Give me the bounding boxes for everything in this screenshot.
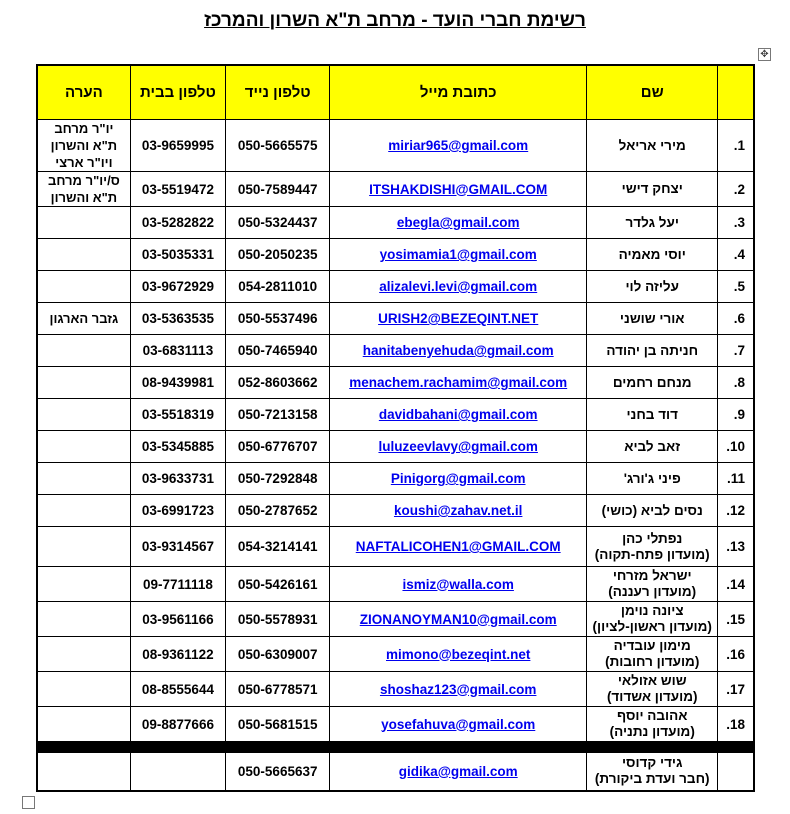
row-number: 2. bbox=[718, 172, 754, 207]
member-affiliation: (מועדון נתניה) bbox=[609, 724, 695, 739]
home-phone: 09-8877666 bbox=[130, 707, 225, 742]
member-name: נפתלי כהן bbox=[622, 530, 683, 546]
committee-members-table bbox=[36, 64, 755, 792]
member-affiliation: (מועדון רעננה) bbox=[608, 584, 697, 599]
mobile-phone: 050-5324437 bbox=[226, 207, 330, 239]
row-number: 9. bbox=[718, 399, 754, 431]
home-phone: 08-9361122 bbox=[130, 637, 225, 672]
mobile-phone: 050-5537496 bbox=[226, 303, 330, 335]
email-link[interactable]: gidika@gmail.com bbox=[398, 763, 518, 779]
home-phone: 09-7711118 bbox=[130, 567, 225, 602]
mobile-phone: 050-2050235 bbox=[226, 239, 330, 271]
member-name: מימון עובדיה bbox=[613, 638, 691, 653]
note-cell: ס/יו"ר מרחב ת"א והשרון bbox=[37, 172, 130, 207]
row-number: 1. bbox=[718, 120, 754, 172]
email-cell bbox=[330, 120, 587, 172]
member-affiliation: (מועדון ראשון-לציון) bbox=[592, 619, 712, 634]
table-row bbox=[37, 271, 754, 303]
member-name-cell bbox=[587, 271, 718, 303]
mobile-phone: 050-6309007 bbox=[226, 637, 330, 672]
member-name: עליזה לוי bbox=[625, 278, 679, 294]
header-note: הערה bbox=[37, 65, 130, 120]
member-name: חניתה בן יהודה bbox=[606, 342, 699, 358]
home-phone: 08-8555644 bbox=[130, 672, 225, 707]
email-link[interactable]: hanitabenyehuda@gmail.com bbox=[362, 343, 554, 358]
mobile-phone: 050-5665575 bbox=[226, 120, 330, 172]
header-mobile: טלפון נייד bbox=[226, 65, 330, 120]
mobile-phone: 050-6776707 bbox=[226, 431, 330, 463]
row-number: 5. bbox=[718, 271, 754, 303]
note-cell bbox=[37, 239, 130, 271]
table-row bbox=[37, 495, 754, 527]
member-name: ישראל מזרחי bbox=[612, 568, 692, 583]
row-number: 4. bbox=[718, 239, 754, 271]
member-name: מנחם רחמים bbox=[612, 374, 692, 390]
table-row bbox=[37, 172, 754, 207]
row-number: 17. bbox=[718, 672, 754, 707]
email-link[interactable]: ismiz@walla.com bbox=[402, 576, 514, 592]
email-link[interactable]: miriar965@gmail.com bbox=[388, 138, 529, 153]
member-name-cell bbox=[587, 753, 718, 791]
member-affiliation: (מועדון רחובות) bbox=[605, 654, 700, 669]
row-number: 10. bbox=[718, 431, 754, 463]
member-name: זאב לביא bbox=[624, 438, 681, 454]
row-number: 15. bbox=[718, 602, 754, 637]
header-home-phone: טלפון בבית bbox=[130, 65, 225, 120]
row-number: 7. bbox=[718, 335, 754, 367]
member-name-cell bbox=[587, 602, 718, 637]
email-link[interactable]: URISH2@BEZEQINT.NET bbox=[378, 311, 539, 326]
member-name-cell bbox=[587, 172, 718, 207]
member-name-cell bbox=[587, 207, 718, 239]
table-row bbox=[37, 431, 754, 463]
home-phone: 03-5345885 bbox=[130, 431, 225, 463]
email-link[interactable]: koushi@zahav.net.il bbox=[393, 503, 523, 518]
home-phone: 03-5035331 bbox=[130, 239, 225, 271]
member-name-cell bbox=[587, 335, 718, 367]
table-row bbox=[37, 207, 754, 239]
mobile-phone: 050-7589447 bbox=[226, 172, 330, 207]
home-phone: 03-9633731 bbox=[130, 463, 225, 495]
email-cell bbox=[330, 495, 587, 527]
table-row bbox=[37, 239, 754, 271]
home-phone: 08-9439981 bbox=[130, 367, 225, 399]
table-header-row bbox=[37, 65, 754, 120]
mobile-phone: 050-6778571 bbox=[226, 672, 330, 707]
mobile-phone: 050-7465940 bbox=[226, 335, 330, 367]
email-cell bbox=[330, 271, 587, 303]
home-phone: 03-5518319 bbox=[130, 399, 225, 431]
row-number bbox=[718, 753, 754, 791]
member-name: פיני ג'ורג' bbox=[623, 470, 681, 486]
row-number: 3. bbox=[718, 207, 754, 239]
member-name-cell bbox=[587, 367, 718, 399]
document-title: רשימת חברי הועד - מרחב ת"א השרון והמרכז bbox=[204, 10, 586, 31]
mobile-phone: 050-5578931 bbox=[226, 602, 330, 637]
table-row bbox=[37, 707, 754, 742]
member-name: אהובה יוסף bbox=[616, 708, 688, 723]
home-phone: 03-9314567 bbox=[130, 527, 225, 567]
email-link[interactable]: NAFTALICOHEN1@GMAIL.COM bbox=[355, 539, 561, 554]
table-row bbox=[37, 527, 754, 567]
email-cell bbox=[330, 672, 587, 707]
table-row bbox=[37, 399, 754, 431]
note-cell bbox=[37, 495, 130, 527]
email-link[interactable]: alizalevi.levi@gmail.com bbox=[379, 279, 538, 294]
table-row bbox=[37, 335, 754, 367]
email-link[interactable]: ITSHAKDISHI@GMAIL.COM bbox=[369, 181, 548, 197]
home-phone: 03-9659995 bbox=[130, 120, 225, 172]
member-name: נסים לביא (כושי) bbox=[601, 502, 703, 518]
table-row bbox=[37, 637, 754, 672]
home-phone: 03-5519472 bbox=[130, 172, 225, 207]
table-row bbox=[37, 303, 754, 335]
email-cell bbox=[330, 335, 587, 367]
home-phone bbox=[130, 753, 225, 791]
email-link[interactable]: yosefahuva@gmail.com bbox=[381, 716, 536, 732]
note-cell bbox=[37, 707, 130, 742]
note-cell bbox=[37, 431, 130, 463]
member-name: דוד בחני bbox=[626, 406, 678, 422]
member-name-cell bbox=[587, 527, 718, 567]
email-cell bbox=[330, 463, 587, 495]
mobile-phone: 052-8603662 bbox=[226, 367, 330, 399]
row-number: 14. bbox=[718, 567, 754, 602]
home-phone: 03-6831113 bbox=[130, 335, 225, 367]
email-link[interactable]: luluzeevlavy@gmail.com bbox=[378, 439, 538, 454]
mobile-phone: 054-3214141 bbox=[226, 527, 330, 567]
member-name-cell bbox=[587, 637, 718, 672]
mobile-phone: 050-2787652 bbox=[226, 495, 330, 527]
member-name-cell bbox=[587, 463, 718, 495]
member-name-cell bbox=[587, 239, 718, 271]
row-number: 6. bbox=[718, 303, 754, 335]
note-cell bbox=[37, 207, 130, 239]
note-cell: יו"ר מרחב ת"א והשרון ויו"ר ארצי bbox=[37, 120, 130, 172]
note-cell: גזבר הארגון bbox=[37, 303, 130, 335]
email-cell bbox=[330, 753, 587, 791]
member-name: גידי קדוסי bbox=[621, 755, 683, 771]
table-row bbox=[37, 120, 754, 172]
member-name-cell bbox=[587, 495, 718, 527]
note-cell bbox=[37, 567, 130, 602]
mobile-phone: 050-5426161 bbox=[226, 567, 330, 602]
row-number: 11. bbox=[718, 463, 754, 495]
email-cell bbox=[330, 602, 587, 637]
email-cell bbox=[330, 527, 587, 567]
member-name-cell bbox=[587, 707, 718, 742]
email-link[interactable]: mimono@bezeqint.net bbox=[385, 646, 531, 662]
row-number: 18. bbox=[718, 707, 754, 742]
member-name: יצחק דישי bbox=[621, 181, 683, 196]
home-phone: 03-5282822 bbox=[130, 207, 225, 239]
member-name: מירי אריאל bbox=[618, 137, 686, 153]
note-cell bbox=[37, 602, 130, 637]
row-number: 13. bbox=[718, 527, 754, 567]
email-link[interactable]: ebegla@gmail.com bbox=[396, 215, 520, 230]
mobile-phone: 050-7213158 bbox=[226, 399, 330, 431]
email-link[interactable]: menachem.rachamim@gmail.com bbox=[349, 375, 568, 390]
email-cell bbox=[330, 239, 587, 271]
member-affiliation: (מועדון פתח-תקוה) bbox=[594, 546, 710, 562]
member-affiliation: (חבר ועדת ביקורת) bbox=[594, 771, 710, 787]
table-row bbox=[37, 367, 754, 399]
separator-row bbox=[37, 742, 754, 753]
row-number: 12. bbox=[718, 495, 754, 527]
table-row bbox=[37, 463, 754, 495]
table-row bbox=[37, 672, 754, 707]
mobile-phone: 050-5665637 bbox=[226, 753, 330, 791]
table-move-handle-icon[interactable]: ✥ bbox=[758, 48, 771, 61]
email-cell bbox=[330, 303, 587, 335]
member-name-cell bbox=[587, 431, 718, 463]
table-resize-handle[interactable] bbox=[22, 796, 35, 809]
table-row bbox=[37, 567, 754, 602]
member-name: שוש אזולאי bbox=[617, 673, 687, 688]
note-cell bbox=[37, 637, 130, 672]
note-cell bbox=[37, 527, 130, 567]
email-cell bbox=[330, 431, 587, 463]
home-phone: 03-5363535 bbox=[130, 303, 225, 335]
separator-bar bbox=[37, 742, 754, 753]
row-number: 16. bbox=[718, 637, 754, 672]
member-name-cell bbox=[587, 303, 718, 335]
member-name: יוסי מאמיה bbox=[618, 246, 686, 262]
email-link[interactable]: Pinigorg@gmail.com bbox=[390, 471, 526, 486]
member-name: אורי שושני bbox=[619, 310, 685, 326]
mobile-phone: 050-7292848 bbox=[226, 463, 330, 495]
email-link[interactable]: shoshaz123@gmail.com bbox=[379, 681, 537, 697]
email-cell bbox=[330, 207, 587, 239]
member-name-cell bbox=[587, 399, 718, 431]
note-cell bbox=[37, 367, 130, 399]
email-cell bbox=[330, 567, 587, 602]
table-row bbox=[37, 753, 754, 791]
mobile-phone: 054-2811010 bbox=[226, 271, 330, 303]
member-name-cell bbox=[587, 567, 718, 602]
member-name-cell bbox=[587, 120, 718, 172]
header-name: שם bbox=[587, 65, 718, 120]
table-row bbox=[37, 602, 754, 637]
email-cell bbox=[330, 367, 587, 399]
email-link[interactable]: yosimamia1@gmail.com bbox=[379, 247, 537, 262]
home-phone: 03-9561166 bbox=[130, 602, 225, 637]
member-name-cell bbox=[587, 672, 718, 707]
header-email: כתובת מייל bbox=[330, 65, 587, 120]
member-name: ציונה נוימן bbox=[620, 603, 684, 618]
member-name: יעל גלדר bbox=[625, 214, 679, 230]
home-phone: 03-9672929 bbox=[130, 271, 225, 303]
header-num bbox=[718, 65, 754, 120]
mobile-phone: 050-5681515 bbox=[226, 707, 330, 742]
home-phone: 03-6991723 bbox=[130, 495, 225, 527]
note-cell bbox=[37, 672, 130, 707]
note-cell bbox=[37, 335, 130, 367]
email-cell bbox=[330, 637, 587, 672]
email-cell bbox=[330, 172, 587, 207]
row-number: 8. bbox=[718, 367, 754, 399]
email-cell bbox=[330, 399, 587, 431]
note-cell bbox=[37, 271, 130, 303]
note-cell bbox=[37, 753, 130, 791]
note-cell bbox=[37, 463, 130, 495]
email-link[interactable]: davidbahani@gmail.com bbox=[378, 407, 538, 422]
member-affiliation: (מועדון אשדוד) bbox=[606, 689, 698, 704]
email-link[interactable]: ZIONANOYMAN10@gmail.com bbox=[359, 611, 557, 627]
email-cell bbox=[330, 707, 587, 742]
note-cell bbox=[37, 399, 130, 431]
